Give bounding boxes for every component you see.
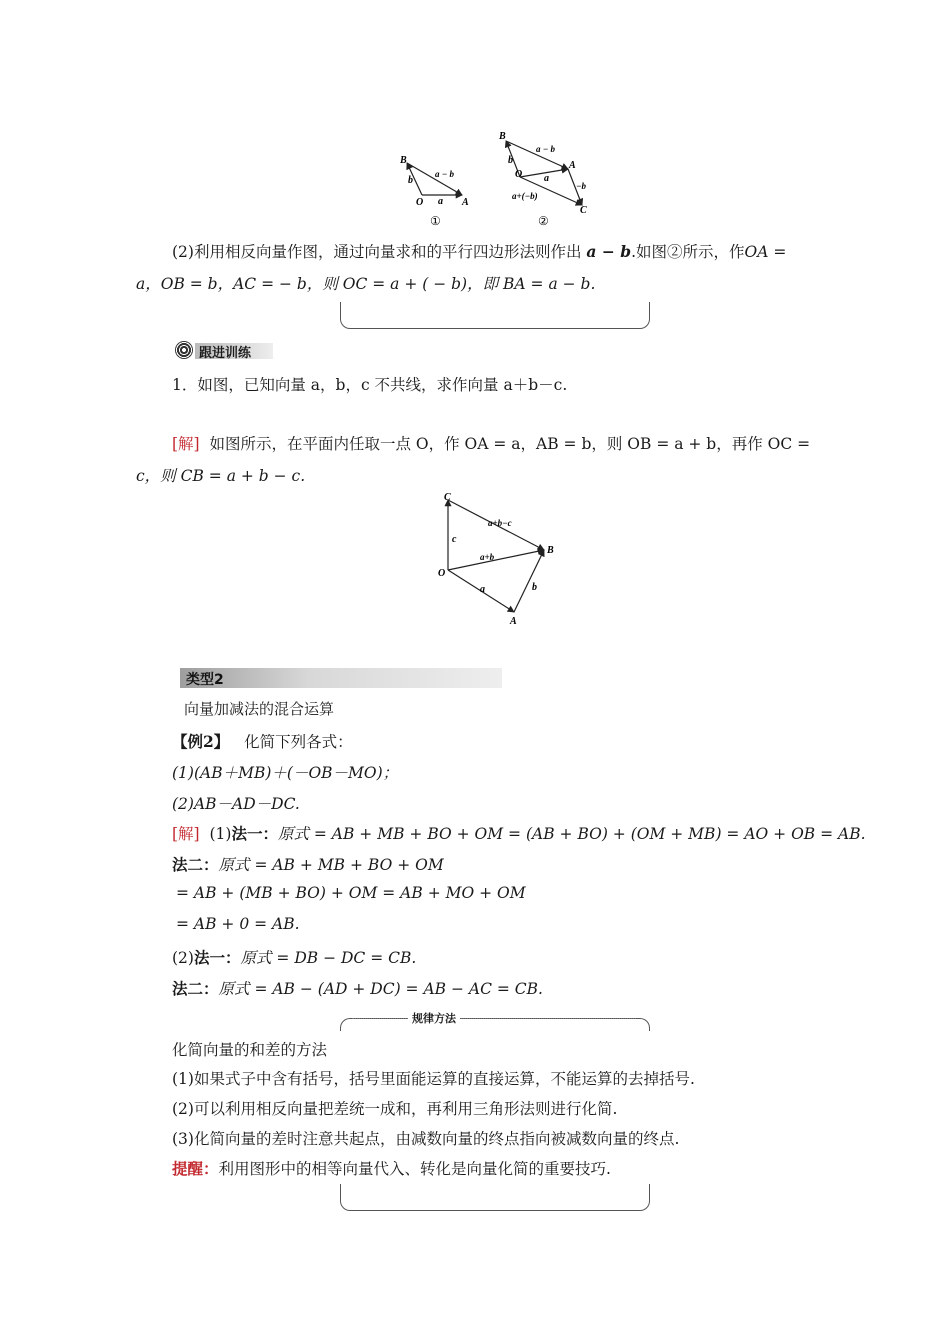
label-neg-b: −b xyxy=(576,181,586,191)
label-B: B xyxy=(547,545,554,556)
label-A: A xyxy=(510,616,517,627)
method-title: 化简向量的和差的方法 xyxy=(172,1041,328,1059)
follow-q1: 1．如图，已知向量 a，b，c 不共线，求作向量 a＋b－c. xyxy=(172,376,568,394)
figure-vector-difference xyxy=(380,125,610,235)
label-b: b xyxy=(532,582,537,593)
expr2: (2)AB－AD－DC. xyxy=(172,795,300,813)
label-c: c xyxy=(452,534,457,545)
label-O: O xyxy=(438,568,446,579)
label-a-minus-b: a − b xyxy=(536,144,555,154)
label-b: b xyxy=(408,175,413,186)
label-B: B xyxy=(400,155,407,166)
box-bracket-bottom xyxy=(340,302,650,329)
type2-sol5: (2)法一：原式 = DB − DC = CB. xyxy=(172,949,417,967)
type2-sol1: [解] (1)法一：原式 = AB + MB + BO + OM = (AB + BO) + (OM + MB) = AO + OB = AB. xyxy=(172,825,866,843)
label-a: a xyxy=(544,173,549,184)
para2-line1: (2)利用相反向量作图，通过向量求和的平行四边形法则作出 a − b.如图②所示，作OA = xyxy=(172,242,787,261)
label-B: B xyxy=(499,131,506,142)
type2-banner xyxy=(180,668,502,688)
label-C: C xyxy=(444,492,451,503)
label-a-minus-b: a − b xyxy=(435,169,454,179)
label-A: A xyxy=(462,197,469,208)
method-p1: (1)如果式子中含有括号，括号里面能运算的直接运算，不能运算的去掉括号. xyxy=(172,1070,695,1088)
label-a: a xyxy=(480,584,485,595)
label-a-plus-b-minus-c: a+b−c xyxy=(488,518,512,528)
example2: 【例2】 化简下列各式： xyxy=(172,732,353,751)
method-header: 规律方法 xyxy=(408,1010,460,1026)
method-header-line xyxy=(352,1018,636,1020)
method-p3: (3)化简向量的差时注意共起点，由减数向量的终点指向被减数向量的终点. xyxy=(172,1130,680,1148)
target-icon xyxy=(175,341,193,359)
panel-2 xyxy=(498,131,587,228)
panel-number-2: ② xyxy=(538,214,549,228)
vector-b xyxy=(514,550,544,612)
type2-sol3: = AB + (MB + BO) + OM = AB + MO + OM xyxy=(176,884,526,902)
vector-a-minus-b xyxy=(407,163,462,195)
follow-header-text: 跟进训练 xyxy=(199,346,252,361)
type2-badge: 类型2 xyxy=(186,672,224,688)
follow-sol-line1: [解] 如图所示，在平面内任取一点 O，作 OA = a，AB = b，则 OB = a + b，再作 OC = xyxy=(172,435,811,453)
method-bracket-bottom xyxy=(340,1184,650,1211)
type2-title: 向量加减法的混合运算 xyxy=(184,700,335,718)
label-O: O xyxy=(515,169,523,180)
type2-sol6: 法二：原式 = AB − (AD + DC) = AB − AC = CB. xyxy=(172,980,543,998)
para2-line2: a，OB = b，AC = − b，则 OC = a + ( − b)，即 BA = a − b. xyxy=(136,275,596,293)
vector-a-plus-b xyxy=(448,550,544,570)
type2-sol4: = AB + 0 = AB. xyxy=(176,915,300,933)
label-C: C xyxy=(580,205,587,216)
type2-sol2: 法二：原式 = AB + MB + BO + OM xyxy=(172,856,444,874)
label-A: A xyxy=(569,160,576,171)
label-a: a xyxy=(438,196,443,207)
expr1: (1)(AB＋MB)＋(－OB－MO)； xyxy=(172,764,399,782)
method-p2: (2)可以利用相反向量把差统一成和，再利用三角形法则进行化简. xyxy=(172,1100,618,1118)
figure-abc xyxy=(430,490,570,630)
label-b: b xyxy=(508,155,513,166)
panel-number-1: ① xyxy=(430,214,441,228)
method-tip: 提醒：利用图形中的相等向量代入、转化是向量化简的重要技巧. xyxy=(172,1160,611,1178)
follow-header xyxy=(175,341,275,361)
label-a-plus-neg-b: a+(−b) xyxy=(512,191,538,201)
label-a-plus-b: a+b xyxy=(480,552,495,562)
follow-sol-line2: c，则 CB = a + b − c. xyxy=(136,467,306,485)
label-O: O xyxy=(416,197,424,208)
panel-1 xyxy=(399,155,469,228)
